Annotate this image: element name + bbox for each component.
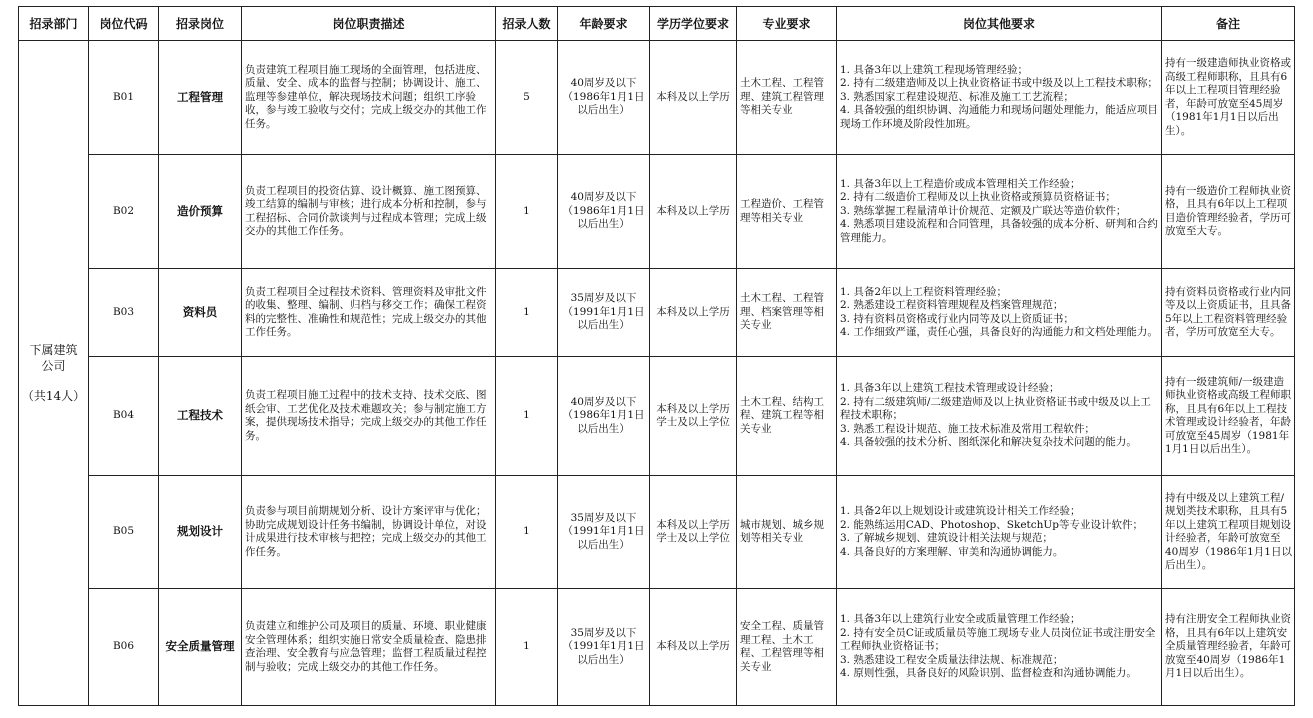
table-row	[19, 589, 1295, 706]
position-cell: 工程技术	[159, 357, 242, 476]
other-requirements-cell	[837, 476, 1162, 589]
requirement-line: 2. 持有二级造价工程师及以上执业资格或预算员资格证书；	[840, 191, 1116, 204]
requirement-line: 1. 具备2年以上规划设计或建筑设计相关工作经验；	[840, 505, 1081, 517]
department-cell	[19, 41, 89, 706]
major-cell: 城市规划、城乡规划等相关专业	[737, 476, 837, 589]
duties-cell: 负责建立和维护公司及项目的质量、环境、职业健康安全管理体系；组织实施日常安全质量检查、隐患排查治理、安全教育与应急管理；监督工程质量过程控制与验收；完成上级交办的其他工作任务。	[242, 589, 496, 706]
department-name: 下属建筑公司	[29, 343, 78, 373]
requirement-line: 4. 具备较强的组织协调、沟通能力和现场问题处理能力，能适应项目现场工作环境及阶段性加班。	[840, 104, 1158, 130]
code-cell: B01	[89, 41, 159, 155]
header-code: 岗位代码	[89, 7, 159, 41]
education-cell: 本科及以上学历	[650, 155, 737, 269]
code-cell: B03	[89, 269, 159, 357]
header-position: 招录岗位	[159, 7, 242, 41]
requirement-line: 3. 了解城乡规划、建筑设计相关法规与规范；	[840, 532, 1053, 544]
major-cell: 土木工程、结构工程、建筑工程等相关专业	[737, 357, 837, 476]
position-cell: 规划设计	[159, 476, 242, 589]
duties-cell: 负责工程项目施工过程中的技术支持、技术交底、图纸会审、工艺优化及技术难题攻关；参与制定施工方案，提供现场技术指导；完成上级交办的其他工作任务。	[242, 357, 496, 476]
table-row	[19, 476, 1295, 589]
remark-cell: 持有注册安全工程师执业资格，且具有6年以上建筑安全质量管理经验者，年龄可放宽至40周岁（1986年1月1日以后出生）。	[1162, 589, 1295, 706]
age-cell: 35周岁及以下（1991年1月1日以后出生）	[558, 269, 650, 357]
education-cell: 本科及以上学历学士及以上学位	[650, 476, 737, 589]
requirement-line: 3. 熟悉工程设计规范、施工技术标准及常用工程软件；	[840, 422, 1095, 435]
requirement-line: 4. 熟悉项目建设流程和合同管理，具备较强的成本分析、研判和合约管理能力。	[840, 218, 1158, 244]
headcount-cell: 1	[496, 269, 558, 357]
other-requirements-cell	[837, 155, 1162, 269]
requirement-line: 3. 熟练掌握工程量清单计价规范、定额及广联达等造价软件；	[840, 204, 1127, 217]
table-row	[19, 269, 1295, 357]
remark-cell: 持有一级建造师执业资格或高级工程师职称，且具有6年以上工程项目管理经验者，年龄可放宽至45周岁（1981年1月1日以后出生）。	[1162, 41, 1295, 155]
remark-cell: 持有中级及以上建筑工程/规划类技术职称，且具有5年以上建筑工程项目规划设计经验者，年龄可放宽至40周岁（1986年1月1日以后出生）。	[1162, 476, 1295, 589]
education-cell: 本科及以上学历	[650, 589, 737, 706]
requirement-line: 1. 具备3年以上建筑工程现场管理经验；	[840, 63, 1029, 76]
header-other: 岗位其他要求	[837, 7, 1162, 41]
education-cell: 本科及以上学历学士及以上学位	[650, 357, 737, 476]
position-cell: 资料员	[159, 269, 242, 357]
requirement-line: 2. 持有二级建造师及以上执业资格证书或中级及以上工程技术职称；	[840, 77, 1158, 90]
requirement-line: 2. 熟悉建设工程资料管理规程及档案管理规范；	[840, 299, 1064, 311]
requirement-line: 2. 持有安全员C证或质量员等施工现场专业人员岗位证书或注册安全工程师执业资格证书；	[840, 626, 1156, 653]
age-cell: 35周岁及以下（1991年1月1日以后出生）	[558, 589, 650, 706]
other-requirements-cell	[837, 589, 1162, 706]
duties-cell: 负责建筑工程项目施工现场的全面管理，包括进度、质量、安全、成本的监督与控制；协调设计、施工、监理等参建单位，解决现场技术问题；组织工序验收，参与竣工验收与交付；完成上级交办的其他工作任务。	[242, 41, 496, 155]
major-cell: 工程造价、工程管理等相关专业	[737, 155, 837, 269]
age-cell: 35周岁及以下（1991年1月1日以后出生）	[558, 476, 650, 589]
headcount-cell: 5	[496, 41, 558, 155]
header-headcount: 招录人数	[496, 7, 558, 41]
requirement-line: 3. 熟悉建设工程安全质量法律法规、标准规范；	[840, 653, 1064, 666]
duties-cell: 负责参与项目前期规划分析、设计方案评审与优化；协助完成规划设计任务书编制，协调设计单位，对设计成果进行技术审核与把控；完成上级交办的其他工作任务。	[242, 476, 496, 589]
position-cell: 安全质量管理	[159, 589, 242, 706]
requirement-line: 4. 原则性强，具备良好的风险识别、监督检查和沟通协调能力。	[840, 667, 1137, 680]
table-row	[19, 357, 1295, 476]
code-cell: B05	[89, 476, 159, 589]
age-cell: 40周岁及以下（1986年1月1日以后出生）	[558, 357, 650, 476]
requirement-line: 4. 具备良好的方案理解、审美和沟通协调能力。	[840, 545, 1064, 558]
code-cell: B04	[89, 357, 159, 476]
major-cell: 土木工程、工程管理、建筑工程管理等相关专业	[737, 41, 837, 155]
requirement-line: 1. 具备3年以上工程造价或成本管理相关工作经验；	[840, 177, 1081, 190]
other-requirements-cell	[837, 357, 1162, 476]
header-department: 招录部门	[19, 7, 89, 41]
age-cell: 40周岁及以下（1986年1月1日以后出生）	[558, 41, 650, 155]
header-education: 学历学位要求	[650, 7, 737, 41]
header-remark: 备注	[1162, 7, 1295, 41]
table-row	[19, 155, 1295, 269]
requirement-line: 1. 具备3年以上建筑行业安全或质量管理工作经验；	[840, 613, 1081, 626]
other-requirements-cell	[837, 269, 1162, 357]
requirement-line: 1. 具备3年以上建筑工程技术管理或设计经验；	[840, 382, 1060, 395]
header-duties: 岗位职责描述	[242, 7, 496, 41]
table-row	[19, 41, 1295, 155]
duties-cell: 负责工程项目的投资估算、设计概算、施工图预算、竣工结算的编制与审核；进行成本分析和控制，参与工程招标、合同价款谈判与过程成本管理；完成上级交办的其他工作任务。	[242, 155, 496, 269]
major-cell: 安全工程、质量管理工程、土木工程、工程管理等相关专业	[737, 589, 837, 706]
requirement-line: 4. 具备较强的技术分析、图纸深化和解决复杂技术问题的能力。	[840, 436, 1137, 449]
education-cell: 本科及以上学历	[650, 41, 737, 155]
header-age: 年龄要求	[558, 7, 650, 41]
headcount-cell: 1	[496, 589, 558, 706]
requirement-line: 3. 持有资料员资格或行业内同等及以上资质证书；	[840, 312, 1074, 325]
headcount-cell: 1	[496, 476, 558, 589]
remark-cell: 持有资料员资格或行业内同等及以上资质证书，且具备5年以上工程资料管理经验者，学历可放宽至大专。	[1162, 269, 1295, 357]
recruitment-table-container	[18, 6, 1295, 706]
other-requirements-cell	[837, 41, 1162, 155]
header-row	[19, 7, 1295, 41]
requirement-line: 3. 熟悉国家工程建设规范、标准及施工工艺流程；	[840, 90, 1074, 103]
remark-cell: 持有一级造价工程师执业资格，且具有6年以上工程项目造价管理经验者，学历可放宽至大专。	[1162, 155, 1295, 269]
duties-cell: 负责工程项目全过程技术资料、管理资料及审批文件的收集、整理、编制、归档与移交工作；确保工程资料的完整性、准确性和规范性；完成上级交办的其他工作任务。	[242, 269, 496, 357]
requirement-line: 2. 能熟练运用CAD、Photoshop、SketchUp等专业设计软件；	[840, 518, 1143, 531]
age-cell: 40周岁及以下（1986年1月1日以后出生）	[558, 155, 650, 269]
department-count: （共14人）	[21, 389, 86, 403]
code-cell: B06	[89, 589, 159, 706]
code-cell: B02	[89, 155, 159, 269]
headcount-cell: 1	[496, 155, 558, 269]
requirement-line: 4. 工作细致严谨，责任心强，具备良好的沟通能力和文档处理能力。	[840, 326, 1158, 338]
education-cell: 本科及以上学历	[650, 269, 737, 357]
position-cell: 工程管理	[159, 41, 242, 155]
headcount-cell: 1	[496, 357, 558, 476]
requirement-line: 1. 具备2年以上工程资料管理经验；	[840, 285, 1008, 298]
major-cell: 土木工程、工程管理、档案管理等相关专业	[737, 269, 837, 357]
recruitment-table	[18, 6, 1295, 706]
header-major: 专业要求	[737, 7, 837, 41]
requirement-line: 2. 持有二级建筑师/二级建造师及以上执业资格证书或中级及以上工程技术职称；	[840, 395, 1151, 422]
remark-cell: 持有一级建筑师/一级建造师执业资格或高级工程师职称，且具有6年以上工程技术管理或设计经验者，年龄可放宽至45周岁（1981年1月1日以后出生）。	[1162, 357, 1295, 476]
position-cell: 造价预算	[159, 155, 242, 269]
